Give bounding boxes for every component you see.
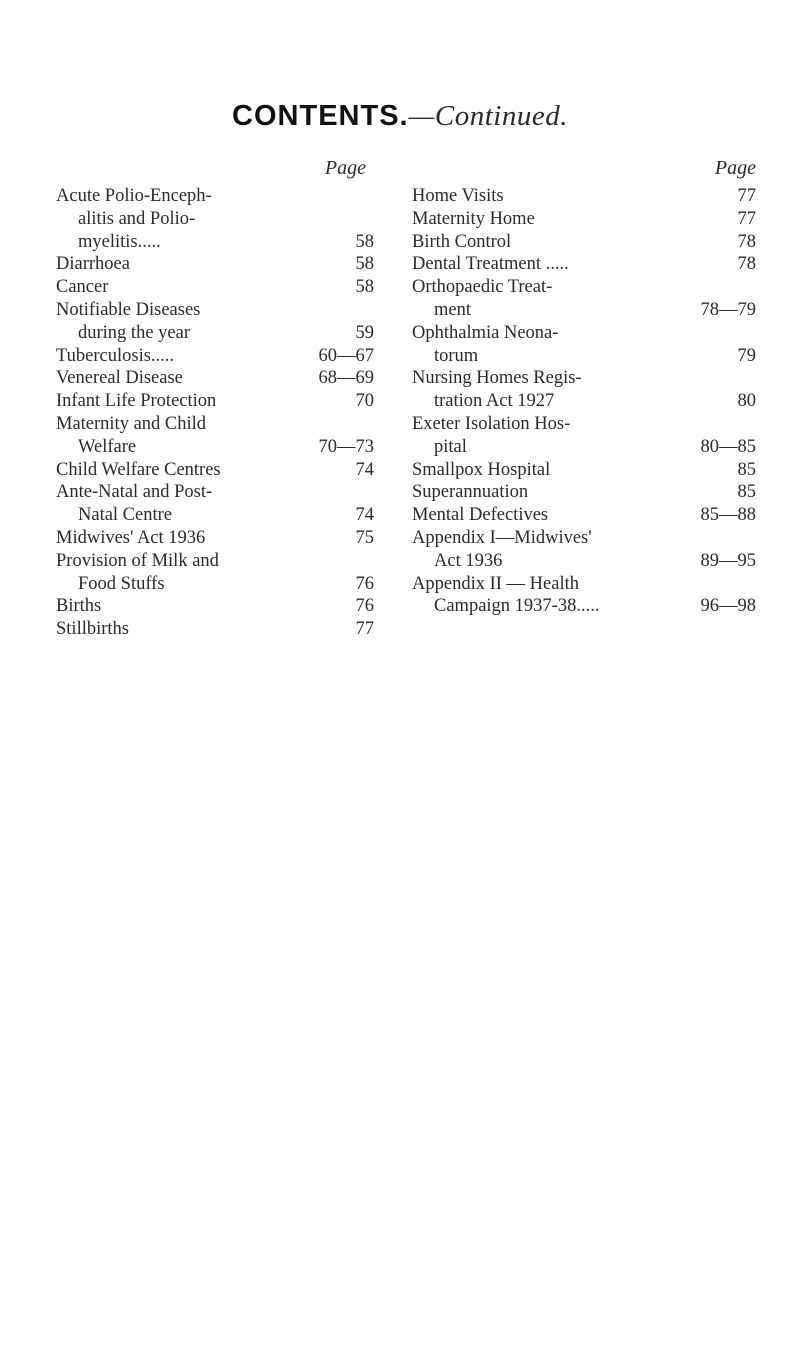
entry-page-number: 75 bbox=[355, 527, 374, 548]
left-entries bbox=[56, 185, 374, 641]
entry-page-number: 70 bbox=[355, 391, 374, 412]
entry-page-number: 77 bbox=[355, 619, 374, 640]
contents-entry bbox=[412, 253, 756, 276]
entry-page-number: 85—88 bbox=[700, 505, 756, 526]
entry-title: Ante-Natal and Post- bbox=[56, 482, 213, 503]
entry-title: Diarrhoea bbox=[56, 254, 130, 275]
contents-entry bbox=[412, 413, 756, 436]
entry-title: Smallpox Hospital bbox=[412, 459, 551, 480]
entry-title: Campaign 1937-38..... bbox=[434, 596, 600, 617]
left-page-heading: Page bbox=[324, 157, 366, 179]
entry-title: Cancer bbox=[56, 277, 109, 298]
entry-page-number: 78—79 bbox=[700, 299, 756, 320]
contents-entry bbox=[56, 390, 374, 413]
entry-title: Orthopaedic Treat- bbox=[412, 277, 553, 298]
entry-page-number: 80 bbox=[737, 391, 756, 412]
title-main: CONTENTS. bbox=[232, 100, 409, 132]
contents-entry bbox=[56, 550, 374, 573]
contents-entry bbox=[412, 390, 756, 413]
entry-title: alitis and Polio- bbox=[78, 208, 196, 229]
right-page-heading: Page bbox=[714, 157, 756, 179]
entry-page-number: 85 bbox=[737, 482, 756, 503]
entry-page-number: 58 bbox=[355, 231, 374, 252]
entry-title: Act 1936 bbox=[434, 550, 503, 571]
contents-entry bbox=[56, 276, 374, 299]
contents-entry bbox=[412, 550, 756, 573]
entry-title: tration Act 1927 bbox=[434, 391, 555, 412]
title-continued: —Continued. bbox=[408, 100, 568, 132]
entry-page-number: 58 bbox=[355, 254, 374, 275]
contents-entry bbox=[56, 208, 374, 231]
contents-entry bbox=[56, 481, 374, 504]
entry-page-number: 89—95 bbox=[700, 550, 756, 571]
entry-title: Nursing Homes Regis- bbox=[412, 368, 582, 389]
entry-title: Midwives' Act 1936 bbox=[56, 527, 206, 548]
entry-title: Maternity Home bbox=[412, 208, 535, 229]
entry-page-number: 78 bbox=[737, 231, 756, 252]
entry-page-number: 77 bbox=[737, 208, 756, 229]
entry-page-number: 79 bbox=[737, 345, 756, 366]
entry-title: Food Stuffs bbox=[78, 573, 165, 594]
contents-entry bbox=[56, 299, 374, 322]
contents-entry bbox=[56, 322, 374, 345]
entry-title: Child Welfare Centres bbox=[56, 459, 221, 480]
entry-title: Notifiable Diseases bbox=[56, 299, 201, 320]
entry-title: Maternity and Child bbox=[56, 413, 207, 434]
contents-entry bbox=[56, 185, 374, 208]
entry-page-number: 60—67 bbox=[318, 345, 374, 366]
contents-entry bbox=[56, 618, 374, 641]
contents-entry bbox=[412, 504, 756, 527]
page-title bbox=[0, 100, 800, 133]
contents-entry bbox=[412, 231, 756, 254]
entry-title: Births bbox=[56, 596, 102, 617]
entry-page-number: 59 bbox=[355, 322, 374, 343]
entry-title: pital bbox=[434, 436, 467, 457]
contents-entry bbox=[412, 299, 756, 322]
entry-title: Natal Centre bbox=[78, 505, 172, 526]
contents-entry bbox=[56, 527, 374, 550]
entry-title: Ophthalmia Neona- bbox=[412, 322, 559, 343]
entry-title: during the year bbox=[78, 322, 190, 343]
contents-entry bbox=[412, 573, 756, 596]
entry-title: Provision of Milk and bbox=[56, 550, 219, 571]
entry-title: Superannuation bbox=[412, 482, 529, 503]
contents-entry bbox=[412, 481, 756, 504]
contents-entry bbox=[56, 573, 374, 596]
entry-page-number: 70—73 bbox=[318, 436, 374, 457]
entry-title: Stillbirths bbox=[56, 619, 129, 640]
entry-title: Acute Polio-Enceph- bbox=[56, 186, 212, 206]
entry-page-number: 76 bbox=[355, 596, 374, 617]
contents-entry bbox=[412, 276, 756, 299]
entry-title: Infant Life Protection bbox=[56, 391, 217, 412]
entry-page-number: 78 bbox=[737, 254, 756, 275]
contents-entry bbox=[56, 595, 374, 618]
entry-title: Welfare bbox=[78, 436, 137, 457]
entry-page-number: 77 bbox=[737, 186, 756, 206]
left-column bbox=[56, 157, 374, 641]
entry-page-number: 80—85 bbox=[700, 436, 756, 457]
entry-title: Exeter Isolation Hos- bbox=[412, 413, 571, 434]
entry-page-number: 58 bbox=[355, 277, 374, 298]
contents-entry bbox=[56, 436, 374, 459]
contents-entry bbox=[412, 367, 756, 390]
entry-page-number: 74 bbox=[355, 459, 374, 480]
contents-entry bbox=[56, 345, 374, 368]
entry-title: Venereal Disease bbox=[56, 368, 183, 389]
entry-title: Appendix I—Midwives' bbox=[412, 527, 592, 548]
contents-entry bbox=[412, 527, 756, 550]
entry-title: Tuberculosis..... bbox=[56, 345, 175, 366]
contents-entry bbox=[56, 413, 374, 436]
contents-entry bbox=[56, 367, 374, 390]
entry-title: myelitis..... bbox=[78, 231, 161, 252]
entry-title: Birth Control bbox=[412, 231, 512, 252]
contents-entry bbox=[56, 504, 374, 527]
contents-entry bbox=[412, 595, 756, 618]
right-column bbox=[412, 157, 756, 618]
contents-entry bbox=[412, 436, 756, 459]
contents-entry bbox=[412, 459, 756, 482]
entry-title: Appendix II — Health bbox=[412, 573, 579, 594]
entry-title: torum bbox=[434, 345, 479, 366]
contents-entry bbox=[56, 459, 374, 482]
entry-page-number: 76 bbox=[355, 573, 374, 594]
contents-entry bbox=[56, 231, 374, 254]
entry-page-number: 68—69 bbox=[318, 368, 374, 389]
right-entries bbox=[412, 185, 756, 618]
entry-title: Dental Treatment ..... bbox=[412, 254, 569, 275]
entry-page-number: 96—98 bbox=[700, 596, 756, 617]
contents-entry bbox=[412, 345, 756, 368]
contents-entry bbox=[412, 322, 756, 345]
entry-title: Mental Defectives bbox=[412, 505, 549, 526]
contents-entry bbox=[412, 208, 756, 231]
entry-title: ment bbox=[434, 299, 471, 320]
entry-page-number: 85 bbox=[737, 459, 756, 480]
contents-entry bbox=[412, 185, 756, 208]
entry-page-number: 74 bbox=[355, 505, 374, 526]
contents-entry bbox=[56, 253, 374, 276]
entry-title: Home Visits bbox=[412, 186, 504, 206]
